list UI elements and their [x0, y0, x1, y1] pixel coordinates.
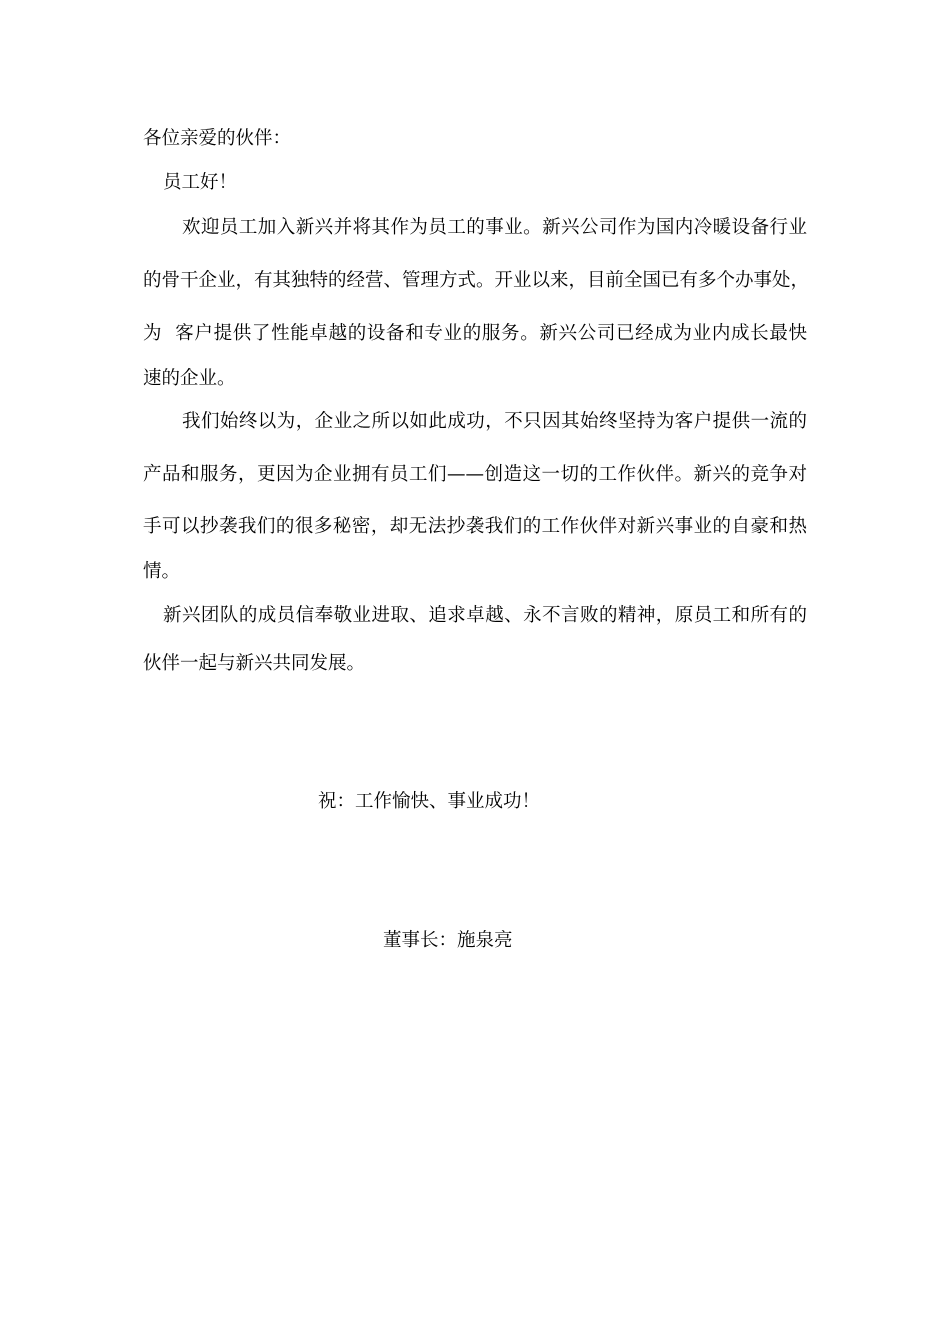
paragraph-1-line-3: 为 客户提供了性能卓越的设备和专业的服务。新兴公司已经成为业内成长最快: [143, 323, 807, 344]
signature: 董事长：施泉亮: [383, 930, 513, 951]
salutation: 各位亲爱的伙伴：: [143, 128, 292, 149]
greeting: 员工好！: [163, 172, 238, 193]
paragraph-2-line-1: 我们始终以为，企业之所以如此成功，不只因其始终坚持为客户提供一流的: [182, 411, 807, 432]
paragraph-1-line-1: 欢迎员工加入新兴并将其作为员工的事业。新兴公司作为国内冷暖设备行业: [182, 217, 807, 238]
paragraph-3-line-2: 伙伴一起与新兴共同发展。: [143, 653, 366, 674]
paragraph-1-line-4: 速的企业。: [143, 368, 236, 389]
closing-wish: 祝：工作愉快、事业成功！: [318, 791, 541, 812]
paragraph-2-line-3: 手可以抄袭我们的很多秘密，却无法抄袭我们的工作伙伴对新兴事业的自豪和热: [143, 516, 807, 537]
paragraph-2-line-2: 产品和服务，更因为企业拥有员工们——创造这一切的工作伙伴。新兴的竞争对: [143, 464, 807, 485]
paragraph-3-line-1: 新兴团队的成员信奉敬业进取、追求卓越、永不言败的精神，原员工和所有的: [163, 605, 807, 626]
paragraph-1-line-2: 的骨干企业，有其独特的经营、管理方式。开业以来，目前全国已有多个办事处，: [143, 270, 810, 291]
paragraph-2-line-4: 情。: [143, 561, 181, 582]
